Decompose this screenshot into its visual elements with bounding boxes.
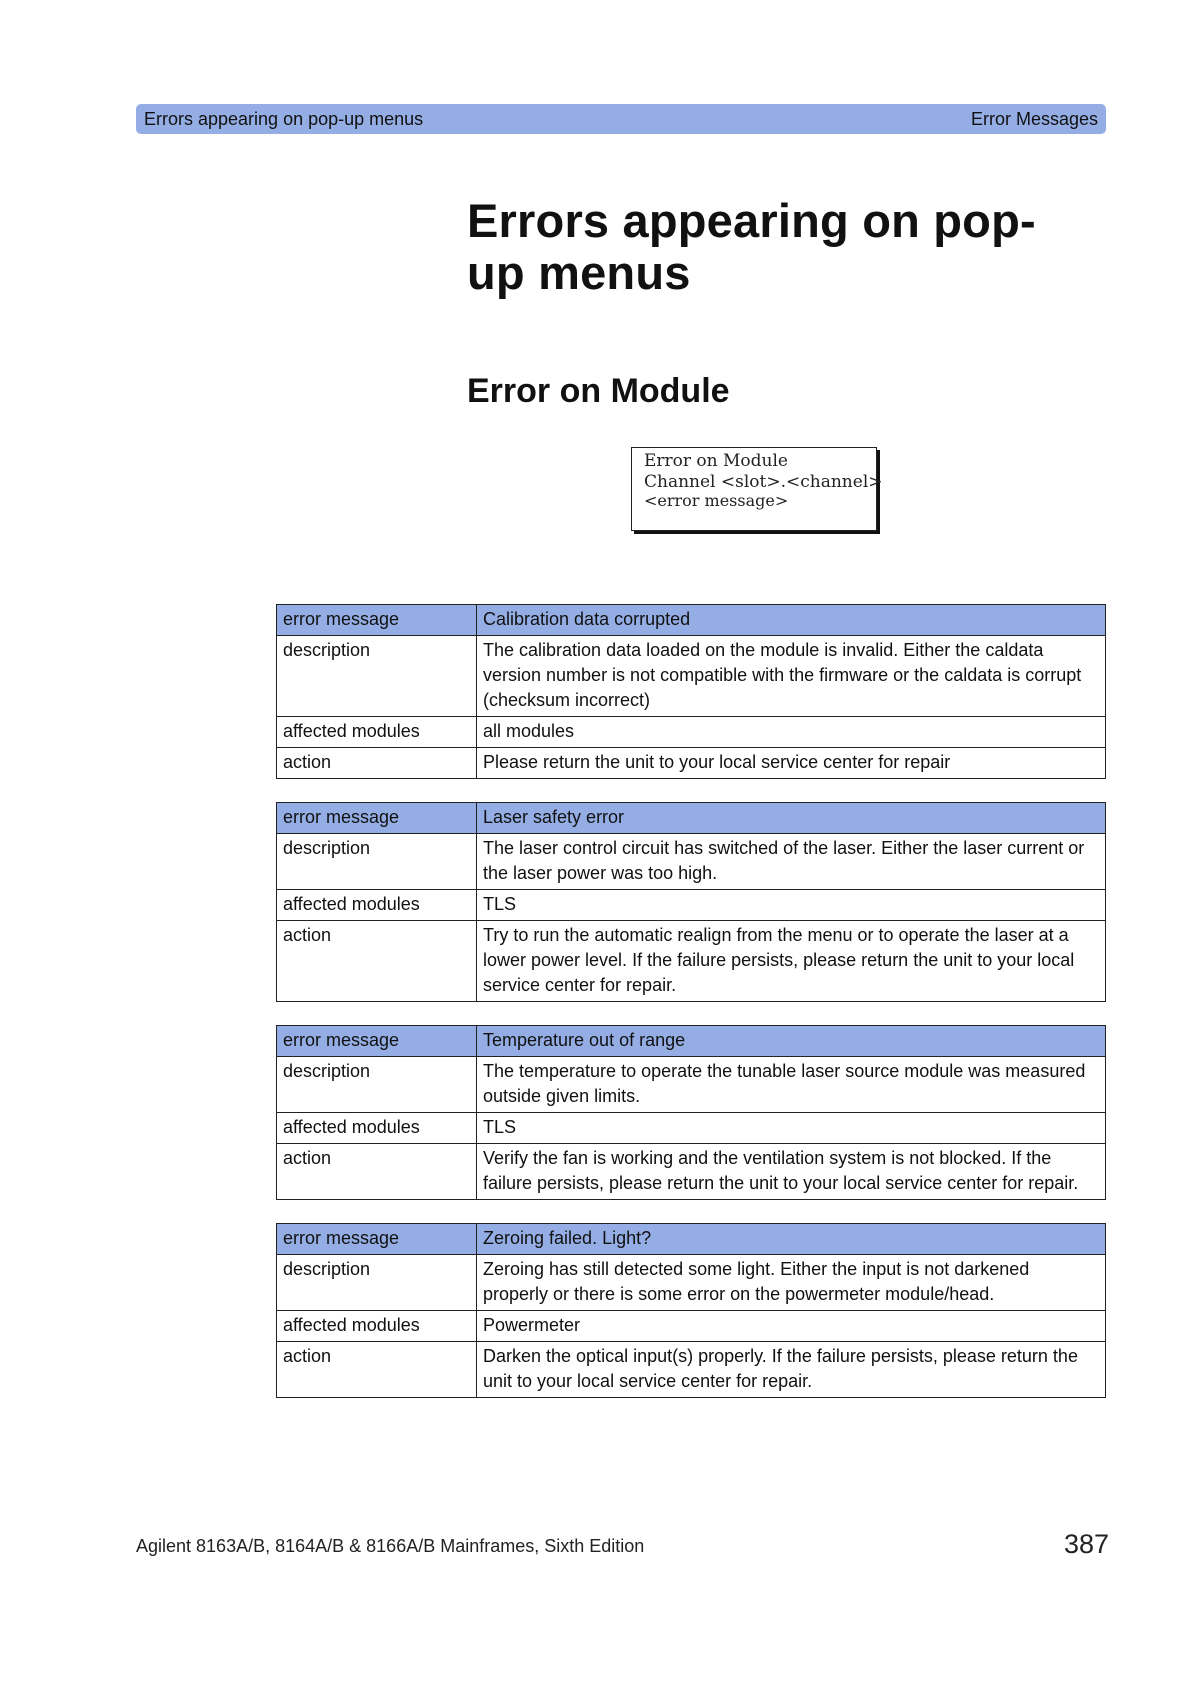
popup-channel-line: Channel <slot>.<channel> xyxy=(644,472,883,492)
table-row xyxy=(277,636,1106,717)
row-label: affected modules xyxy=(277,890,477,921)
row-label: description xyxy=(277,1057,477,1113)
row-label: error message xyxy=(277,1026,477,1057)
table-row xyxy=(277,1255,1106,1311)
row-value: Laser safety error xyxy=(477,803,1106,834)
error-table xyxy=(276,1223,1106,1398)
header-chapter-title: Error Messages xyxy=(970,108,1098,129)
popup-message-line: <error message> xyxy=(644,491,789,510)
running-header xyxy=(136,104,1106,134)
row-value: all modules xyxy=(477,717,1106,748)
table-row xyxy=(277,803,1106,834)
page-title: Errors appearing on pop-up menus xyxy=(467,194,1036,299)
table-row xyxy=(277,748,1106,779)
error-table xyxy=(276,604,1106,779)
footer-document-title: Agilent 8163A/B, 8164A/B & 8166A/B Mainframes, Sixth Edition xyxy=(136,1536,645,1556)
table-row xyxy=(277,921,1106,1002)
table-row xyxy=(277,1311,1106,1342)
row-value: Please return the unit to your local service center for repair xyxy=(477,748,1106,779)
row-value: Zeroing failed. Light? xyxy=(477,1224,1106,1255)
header-section-title: Errors appearing on pop-up menus xyxy=(144,108,424,129)
table-row xyxy=(277,605,1106,636)
row-label: error message xyxy=(277,803,477,834)
row-value: Calibration data corrupted xyxy=(477,605,1106,636)
table-row xyxy=(277,834,1106,890)
row-value: Powermeter xyxy=(477,1311,1106,1342)
row-label: error message xyxy=(277,1224,477,1255)
error-popup-illustration xyxy=(631,447,883,531)
row-label: action xyxy=(277,748,477,779)
row-label: error message xyxy=(277,605,477,636)
row-value: TLS xyxy=(477,890,1106,921)
page-number: 387 xyxy=(1063,1529,1109,1559)
row-value: The temperature to operate the tunable laser source module was measured outside given limits. xyxy=(477,1057,1106,1113)
row-label: action xyxy=(277,921,477,1002)
row-label: affected modules xyxy=(277,1311,477,1342)
table-row xyxy=(277,890,1106,921)
row-label: description xyxy=(277,1255,477,1311)
row-label: description xyxy=(277,636,477,717)
row-value: Temperature out of range xyxy=(477,1026,1106,1057)
error-table xyxy=(276,1025,1106,1200)
table-row xyxy=(277,1113,1106,1144)
row-value: Zeroing has still detected some light. Either the input is not darkened properly or there is some error on the powermeter module/head. xyxy=(477,1255,1106,1311)
table-row xyxy=(277,1026,1106,1057)
row-value: TLS xyxy=(477,1113,1106,1144)
row-value: Verify the fan is working and the ventilation system is not blocked. If the failure persists, please return the unit to your local service center for repair. xyxy=(477,1144,1106,1200)
row-label: action xyxy=(277,1342,477,1398)
row-value: The laser control circuit has switched of the laser. Either the laser current or the laser power was too high. xyxy=(477,834,1106,890)
table-row xyxy=(277,1057,1106,1113)
error-tables xyxy=(276,604,1106,1421)
row-value: Try to run the automatic realign from the menu or to operate the laser at a lower power level. If the failure persists, please return the unit to your local service center for repair. xyxy=(477,921,1106,1002)
row-label: action xyxy=(277,1144,477,1200)
row-label: description xyxy=(277,834,477,890)
table-row xyxy=(277,1342,1106,1398)
popup-title: Error on Module xyxy=(644,451,788,471)
row-label: affected modules xyxy=(277,717,477,748)
row-value: The calibration data loaded on the module is invalid. Either the caldata version number is not compatible with the firmware or the caldata is corrupt (checksum incorrect) xyxy=(477,636,1106,717)
row-label: affected modules xyxy=(277,1113,477,1144)
table-row xyxy=(277,1224,1106,1255)
error-table xyxy=(276,802,1106,1002)
row-value: Darken the optical input(s) properly. If the failure persists, please return the unit to your local service center for repair. xyxy=(477,1342,1106,1398)
section-heading: Error on Module xyxy=(467,372,730,410)
table-row xyxy=(277,1144,1106,1200)
table-row xyxy=(277,717,1106,748)
